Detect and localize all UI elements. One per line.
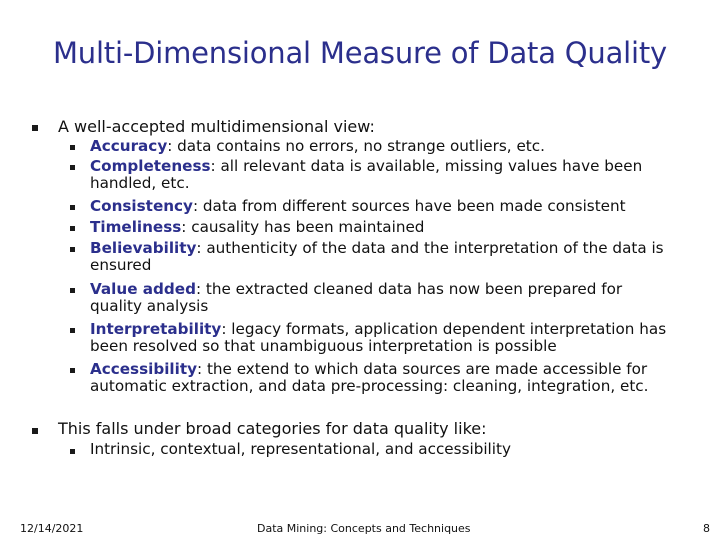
term: Timeliness <box>90 218 182 236</box>
sub-bullet-marker <box>70 226 75 231</box>
sub-bullet-item <box>90 158 680 192</box>
sub-bullet-marker <box>70 328 75 333</box>
desc: : all relevant data is available, missing values have been handled, etc. <box>90 157 643 192</box>
sub-bullet-marker <box>70 288 75 293</box>
sub-bullet-item <box>90 219 690 236</box>
term: Accuracy <box>90 137 168 155</box>
desc: : legacy formats, application dependent interpretation has been resolved so that unambiguous interpretation is possible <box>90 320 667 355</box>
sub-bullet-item <box>90 441 690 458</box>
footer-date: 12/14/2021 <box>20 522 84 535</box>
bullet-text: A well-accepted multidimensional view: <box>58 117 375 136</box>
desc: : data contains no errors, no strange outliers, etc. <box>167 137 545 155</box>
bullet-marker <box>32 428 38 434</box>
bullet-text: This falls under broad categories for data quality like: <box>58 419 487 438</box>
footer-title: Data Mining: Concepts and Techniques <box>257 522 471 535</box>
sub-bullet-marker <box>70 368 75 373</box>
desc: : causality has been maintained <box>181 218 425 236</box>
sub-bullet-marker <box>70 247 75 252</box>
term: Consistency <box>90 197 193 215</box>
bullet-marker <box>32 125 38 131</box>
term: Completeness <box>90 157 211 175</box>
sub-bullet-item <box>90 361 685 395</box>
page-number: 8 <box>703 522 710 535</box>
sub-bullet-item <box>90 240 680 274</box>
sub-bullet-marker <box>70 449 75 454</box>
slide-title: Multi-Dimensional Measure of Data Quality <box>52 36 668 70</box>
desc: : the extracted cleaned data has now been prepared for quality analysis <box>90 280 623 315</box>
sub-bullet-marker <box>70 205 75 210</box>
term: Accessibility <box>90 360 197 378</box>
sub-bullet-item <box>90 281 660 315</box>
desc: : the extend to which data sources are made accessible for automatic extraction, and data pre-processing: cleaning, integration, etc. <box>90 360 649 395</box>
desc: Intrinsic, contextual, representational, and accessibility <box>90 440 511 458</box>
sub-bullet-item <box>90 138 690 155</box>
sub-bullet-item <box>90 321 680 355</box>
sub-bullet-marker <box>70 145 75 150</box>
desc: : authenticity of the data and the interpretation of the data is ensured <box>90 239 664 274</box>
term: Believability <box>90 239 197 257</box>
sub-bullet-marker <box>70 165 75 170</box>
desc: : data from different sources have been made consistent <box>192 197 626 215</box>
term: Interpretability <box>90 320 222 338</box>
term: Value added <box>90 280 196 298</box>
sub-bullet-item <box>90 198 690 215</box>
